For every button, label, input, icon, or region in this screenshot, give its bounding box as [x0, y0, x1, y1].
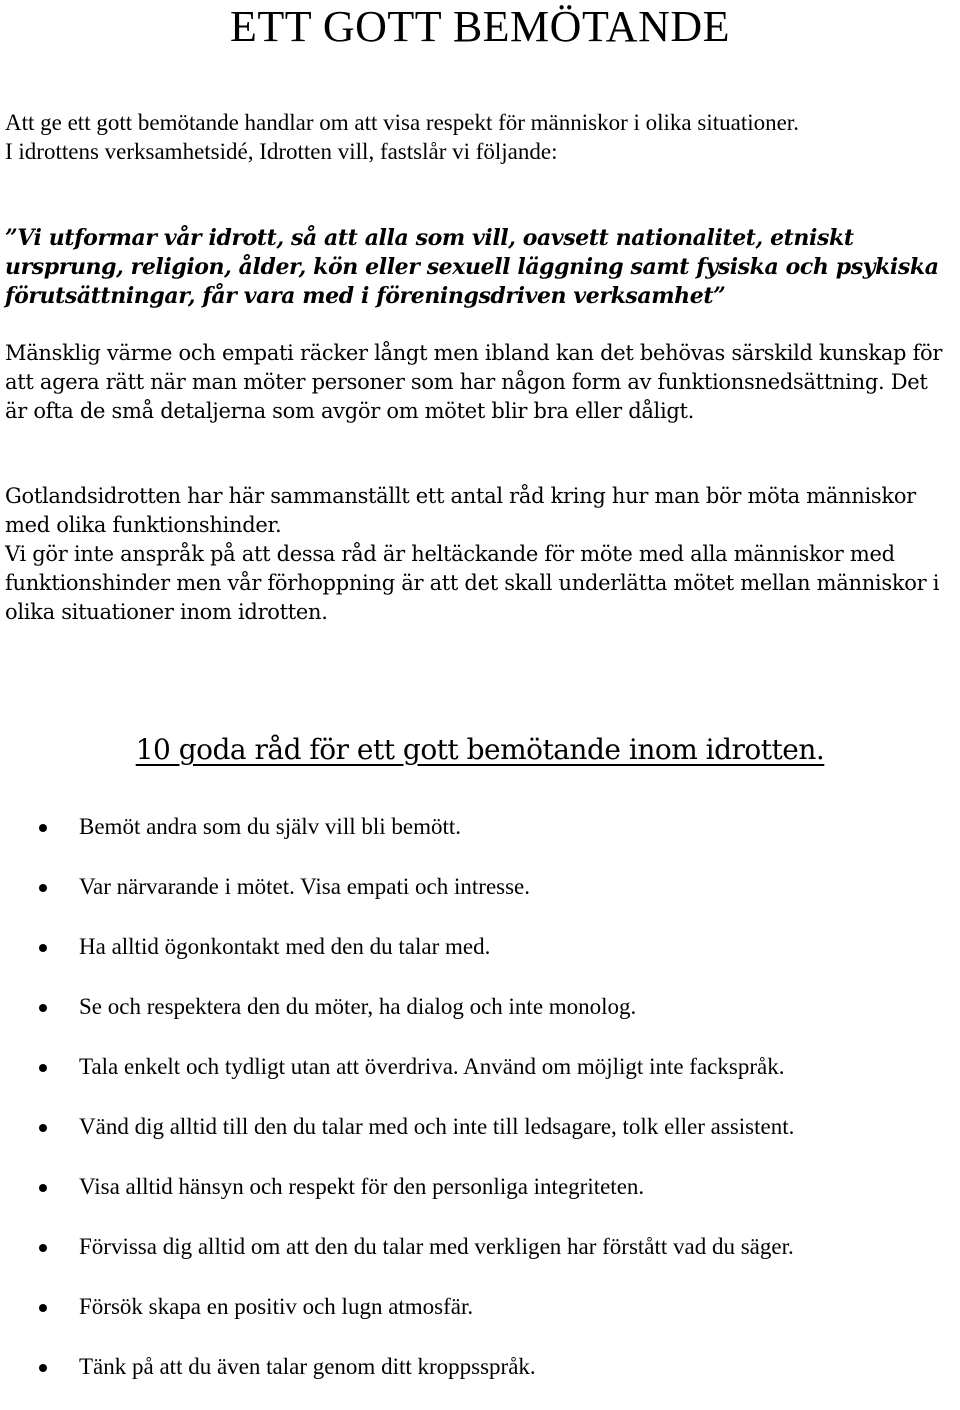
list-item-text: Tänk på att du även talar genom ditt kroppsspråk. — [79, 1354, 536, 1379]
gotland-paragraph — [5, 482, 955, 627]
list-item-text: Ha alltid ögonkontakt med den du talar med. — [79, 934, 491, 959]
advice-list — [0, 810, 960, 1410]
list-item-text: Tala enkelt och tydligt utan att överdriva. Använd om möjligt inte fackspråk. — [79, 1054, 785, 1079]
list-item — [0, 810, 960, 870]
list-item-text: Bemöt andra som du själv vill bli bemött. — [79, 814, 462, 839]
bullet-icon — [39, 1244, 47, 1252]
list-item — [0, 1110, 960, 1170]
list-item-text: Vänd dig alltid till den du talar med och inte till ledsagare, tolk eller assistent. — [79, 1114, 795, 1139]
list-item-text: Visa alltid hänsyn och respekt för den personliga integriteten. — [79, 1174, 645, 1199]
intro-paragraph — [5, 108, 955, 166]
vision-quote: ”Vi utformar vår idrott, så att alla som vill, oavsett nationalitet, etniskt ursprung, religion, ålder, kön eller sexuell läggning samt fysiska och psykiska förutsättningar, får vara med i föreningsdriven verksamhet” — [5, 225, 939, 309]
empathy-paragraph: Mänsklig värme och empati räcker långt men ibland kan det behövas särskild kunskap för att agera rätt när man möter personer som har någon form av funktionsnedsättning. Det är ofta de små detaljerna som avgör om mötet blir bra eller dåligt. — [5, 341, 943, 423]
bullet-icon — [39, 1184, 47, 1192]
bullet-icon — [39, 944, 47, 952]
bullet-icon — [39, 1124, 47, 1132]
list-item-text: Var närvarande i mötet. Visa empati och intresse. — [79, 874, 531, 899]
list-item — [0, 1230, 960, 1290]
list-item — [0, 1350, 960, 1410]
list-item — [0, 1050, 960, 1110]
intro-line-respect: Att ge ett gott bemötande handlar om att visa respekt för människor i olika situationer. — [5, 110, 799, 135]
advice-list-heading: 10 goda råd för ett gott bemötande inom idrotten. — [135, 733, 825, 766]
bullet-icon — [39, 1004, 47, 1012]
list-item — [0, 930, 960, 990]
list-item-text: Se och respektera den du möter, ha dialog och inte monolog. — [79, 994, 637, 1019]
bullet-icon — [39, 884, 47, 892]
bullet-icon — [39, 1304, 47, 1312]
bullet-icon — [39, 1364, 47, 1372]
gotland-line-compiled: Gotlandsidrotten har här sammanställt ett antal råd kring hur man bör möta människor med olika funktionshinder. — [5, 484, 916, 537]
gotland-line-disclaimer: Vi gör inte anspråk på att dessa råd är heltäckande för möte med alla människor med funktionshinder men vår förhoppning är att det skall underlätta mötet mellan människor i olika situationer inom idrotten. — [5, 542, 940, 624]
list-item-text: Förvissa dig alltid om att den du talar med verkligen har förstått vad du säger. — [79, 1234, 794, 1259]
intro-line-idrotten-vill: I idrottens verksamhetsidé, Idrotten vill, fastslår vi följande: — [5, 139, 558, 164]
page-title: ETT GOTT BEMÖTANDE — [229, 2, 731, 51]
bullet-icon — [39, 824, 47, 832]
list-item-text: Försök skapa en positiv och lugn atmosfär. — [79, 1294, 474, 1319]
list-item — [0, 990, 960, 1050]
list-item — [0, 1170, 960, 1230]
list-item — [0, 870, 960, 930]
list-item — [0, 1290, 960, 1350]
bullet-icon — [39, 1064, 47, 1072]
